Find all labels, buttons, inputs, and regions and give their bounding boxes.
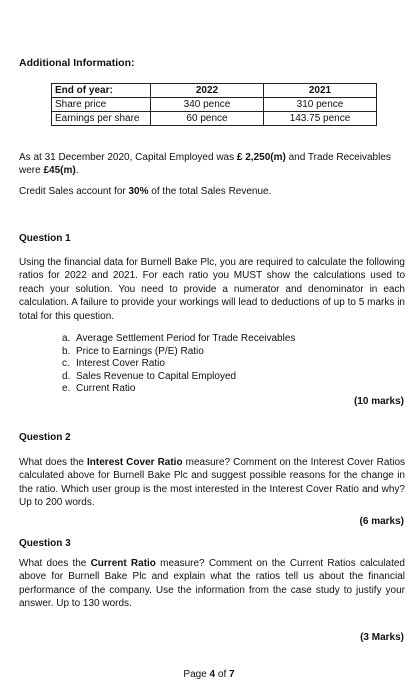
financial-table	[51, 83, 377, 126]
text-segment: of the total Sales Revenue.	[148, 186, 272, 197]
table-header-row	[52, 84, 377, 98]
list-item	[62, 346, 295, 359]
capital-employed-text	[19, 151, 404, 178]
list-marker: b.	[62, 345, 71, 357]
text-segment: Credit Sales account for	[19, 186, 129, 197]
table-header-cell: 2022	[151, 84, 264, 98]
text-segment: What does the	[19, 558, 91, 569]
question-2-text	[19, 456, 405, 510]
text-segment: What does the	[19, 457, 88, 468]
question-1-marks: (10 marks)	[353, 396, 404, 407]
credit-value: 30%	[128, 186, 149, 197]
question-2-marks: (6 marks)	[359, 516, 404, 527]
text-segment: and Trade Receivables	[285, 152, 391, 163]
list-item	[62, 358, 295, 371]
table-cell: Share price	[52, 98, 151, 112]
list-item-text: Average Settlement Period for Trade Receivables	[76, 333, 296, 344]
list-item-text: Interest Cover Ratio	[76, 358, 165, 370]
question-2-heading: Question 2	[19, 432, 71, 443]
ratio-name: Interest Cover Ratio	[87, 457, 183, 468]
table-cell: 340 pence	[151, 98, 264, 112]
table-cell: 143.75 pence	[264, 112, 377, 126]
capital-value: £ 2,250(m)	[236, 152, 286, 163]
question-3-heading: Question 3	[19, 538, 71, 549]
list-marker: d.	[62, 370, 71, 382]
text-segment: As at 31 December 2020, Capital Employed was	[19, 152, 237, 163]
list-item	[62, 383, 295, 396]
question-1-heading: Question 1	[19, 233, 71, 244]
table-cell: Earnings per share	[52, 112, 151, 126]
table-header-cell: End of year:	[52, 84, 151, 98]
list-item	[62, 333, 295, 346]
question-1-text: Using the financial data for Burnell Bake Plc, you are required to calculate the following ratios for 2022 and 2021. For each ratio you MUST show the calculations used to reach your solution. You need to provide a numerator and denominator in each calculation. A failure to provide your workings will lead to deductions of up to 5 marks in total for this question.	[19, 257, 405, 322]
table-header-cell: 2021	[264, 84, 377, 98]
text-segment: .	[75, 165, 79, 177]
list-marker: a.	[62, 333, 71, 344]
list-marker: e.	[62, 383, 71, 395]
list-item-text: Sales Revenue to Capital Employed	[76, 370, 237, 382]
ratio-list	[62, 333, 295, 396]
text-segment: Page	[183, 669, 210, 680]
receivables-value: £45(m)	[43, 165, 76, 177]
table-cell: 60 pence	[151, 112, 264, 126]
total-pages: 7	[229, 669, 235, 680]
table-row	[52, 112, 377, 126]
list-marker: c.	[62, 358, 70, 370]
text-segment: were	[19, 165, 44, 177]
table-row	[52, 98, 377, 112]
current-page: 4	[209, 669, 216, 680]
question-3-text	[19, 557, 405, 611]
section-title: Additional Information:	[19, 57, 135, 69]
question-3-marks: (3 Marks)	[360, 632, 404, 643]
text-segment: measure? Comment on the Current Ratios calculated above for Burnell Bake Plc and explain what the ratios tell us about the financial performance of the company. Use the information from the case study to justify your answer. Up to 130 words.	[19, 558, 405, 610]
page-number	[0, 669, 418, 680]
text-segment: measure? Comment on the Interest Cover Ratios calculated above for Burnell Bake Plc and suggest possible reasons for the change in the ratio. Which user group is the most interested in the Interest Cover Ratio and why? Up to 200 words.	[19, 457, 406, 509]
list-item-text: Current Ratio	[76, 383, 136, 395]
list-item-text: Price to Earnings (P/E) Ratio	[76, 345, 204, 357]
table-cell: 310 pence	[264, 98, 377, 112]
list-item	[62, 371, 295, 384]
credit-sales-text	[19, 186, 404, 197]
text-segment: of	[215, 669, 230, 680]
ratio-name: Current Ratio	[90, 558, 156, 569]
